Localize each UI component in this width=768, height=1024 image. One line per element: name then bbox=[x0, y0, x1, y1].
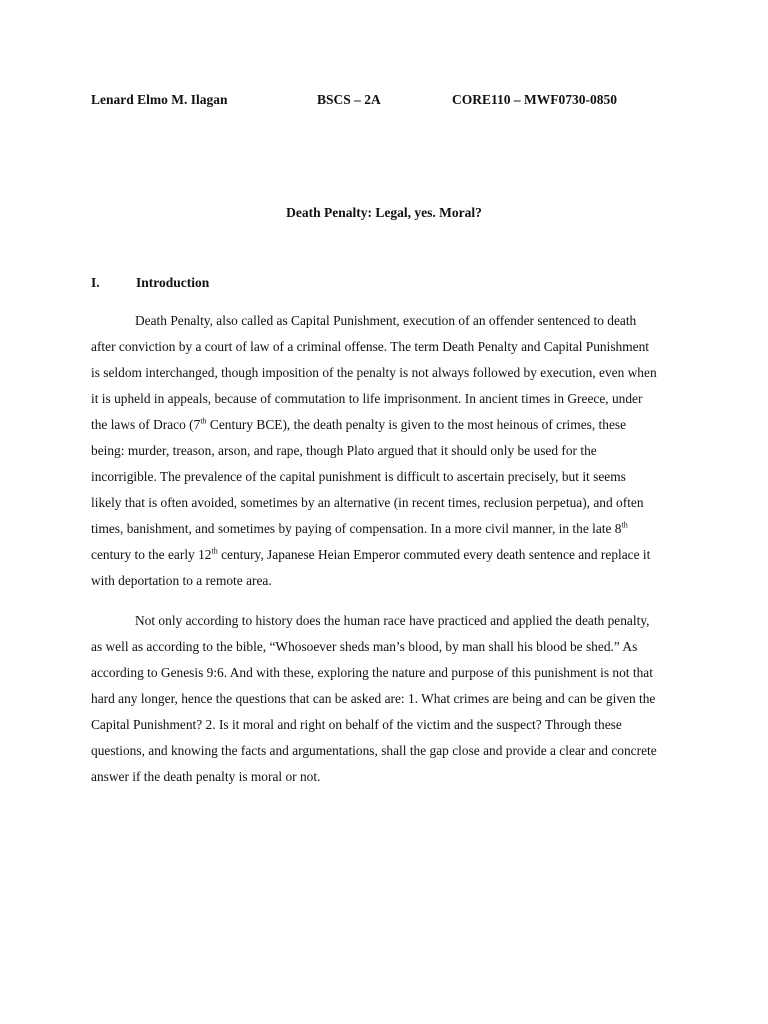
course-section: BSCS – 2A bbox=[317, 92, 381, 107]
paragraph-1-text-c: century to the early 12 bbox=[91, 547, 212, 562]
class-code: CORE110 – MWF0730-0850 bbox=[452, 92, 617, 107]
paragraph-1-text-a: Death Penalty, also called as Capital Punishment, execution of an offender sentenced to death after conviction by a court of law of a criminal offense. The term Death Penalty and Capital Punishment is seldom interchanged, though imposition of the penalty is not always followed by execution, even when it is upheld in appeals, because of commutation to life imprisonment. In ancient times in Greece, under the laws of Draco (7 bbox=[91, 313, 657, 432]
paragraph-1 bbox=[91, 308, 657, 594]
student-name: Lenard Elmo M. Ilagan bbox=[91, 92, 228, 107]
superscript-th: th bbox=[200, 416, 207, 426]
section-label: Introduction bbox=[136, 275, 210, 290]
paragraph-1-text-b: Century BCE), the death penalty is given to the most heinous of crimes, these being: murder, treason, arson, and rape, though Plato argued that it should only be used for the incorrigible. The prevalence of the capital punishment is difficult to ascertain precisely, but it seems likely that is often avoided, sometimes by an alternative (in recent times, reclusion perpetua), and often times, banishment, and sometimes by paying of compensation. In a more civil manner, in the late 8 bbox=[91, 417, 644, 536]
paragraph-2: Not only according to history does the human race have practiced and applied the death penalty, as well as according to the bible, “Whosoever sheds man’s blood, by man shall his blood be shed.” As according to Genesis 9:6. And with these, exploring the nature and purpose of this punishment is not that hard any longer, hence the questions that can be asked are: 1. What crimes are being and can be given the Capital Punishment? 2. Is it moral and right on behalf of the victim and the suspect? Through these questions, and knowing the facts and argumentations, shall the gap close and provide a clear and concrete answer if the death penalty is moral or not. bbox=[91, 613, 657, 784]
superscript-th: th bbox=[621, 520, 628, 530]
document-title: Death Penalty: Legal, yes. Moral? bbox=[286, 205, 482, 220]
paragraph-1-text-d: century, Japanese Heian Emperor commuted every death sentence and replace it with deportation to a remote area. bbox=[91, 547, 651, 588]
section-number: I. bbox=[91, 275, 100, 290]
superscript-th: th bbox=[211, 546, 218, 556]
